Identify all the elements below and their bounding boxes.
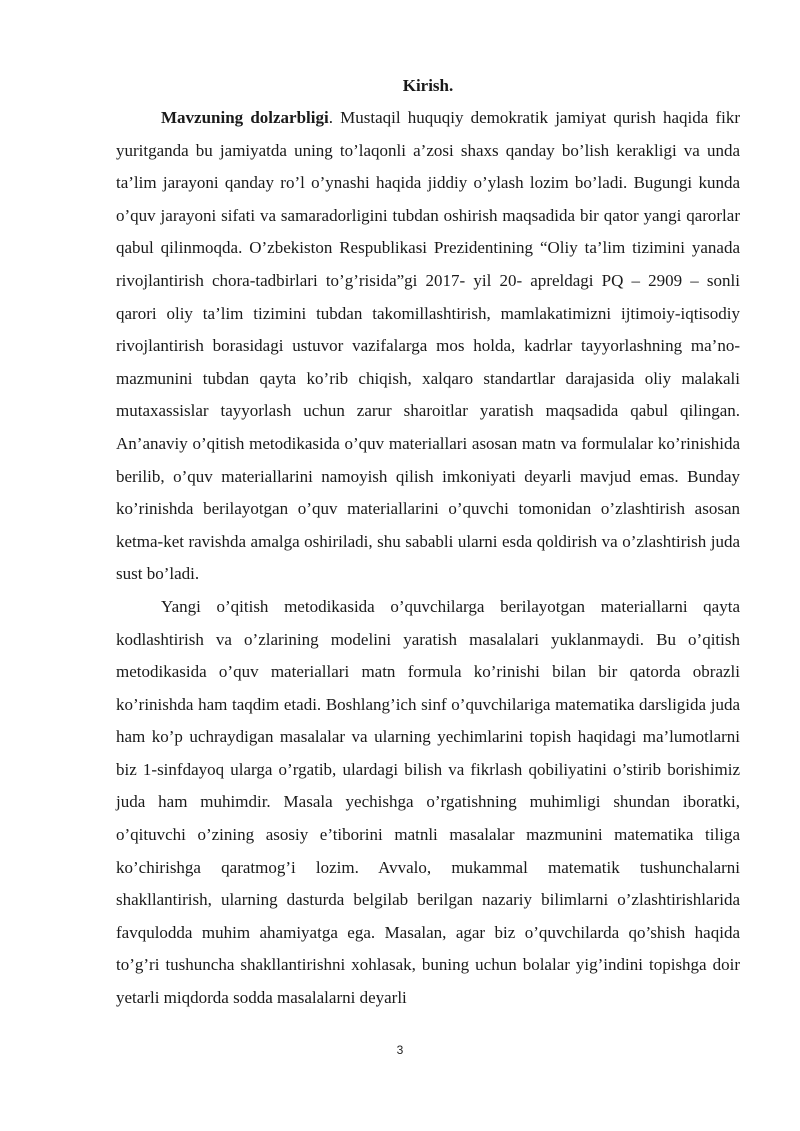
paragraph-2: Yangi o’qitish metodikasida o’quvchilarga berilayotgan materiallarni qayta kodlashtirish va o’zlarining modelini yaratish masalalari yuklanmaydi. Bu o’qitish metodikasida o’quv materiallari matn formula ko’rinishi bilan bir qatorda obrazli ko’rinishda ham taqdim etadi. Boshlang’ich sinf o’quvchilariga matematika darsligida juda ham ko’p uchraydigan masalalar va ularning yechimlarini topish haqidagi ma’lumotlarni biz 1-sinfdayoq ularga o’rgatib, ulardagi bilish va fikrlash qobiliyatini o’stirib borishimiz juda ham muhimdir. Masala yechishga o’rgatishning muhimligi shundan iboratki, o’qituvchi o’zining asosiy e’tiborini matnli masalalar mazmunini matematika tiliga ko’chirishga qaratmog’i lozim. Avvalo, mukammal matematik tushunchalarni shakllantirish, ularning dasturda belgilab berilgan nazariy bilimlarni o’zlashtirishlarida favqulodda muhim ahamiyatga ega. Masalan, agar biz o’quvchilarda qo’shish haqida to’g’ri tushuncha shakllantirishni xohlasak, buning uchun bolalar yig’indini topishga doir yetarli miqdorda sodda masalalarni deyarli — [116, 596, 740, 1008]
paragraph-1 — [116, 102, 740, 591]
page-number: 3 — [396, 1043, 404, 1057]
section-heading: Kirish. — [402, 76, 454, 95]
page-content — [116, 70, 740, 1015]
paragraph-text: . Mustaqil huquqiy demokratik jamiyat qurish haqida fikr yuritganda bu jamiyatda uning to’laqonli a’zosi shaxs qanday bo’lish kerakligi va unda ta’lim jarayoni qanday ro’l o’ynashi haqida jiddiy o’ylash lozim bo’ladi. Bugungi kunda o’quv jarayoni sifati va samaradorligini tubdan oshirish maqsadida bir qator yangi qarorlar qabul qilinmoqda. O’zbekiston Respublikasi Prezidentining “Oliy ta’lim tizimini yanada rivojlantirish chora-tadbirlari to’g’risida”gi 2017- yil 20- apreldagi PQ – 2909 – sonli qarori oliy ta’lim tizimini tubdan takomillashtirish, mamlakatimizni ijtimoiy-iqtisodiy rivojlantirish borasidagi ustuvor vazifalarga mos holda, kadrlar tayyorlashning ma’no-mazmunini tubdan qayta ko’rib chiqish, xalqaro standartlar darajasida oliy malakali mutaxassislar tayyorlash uchun zarur sharoitlar yaratish maqsadida qabul qilingan. An’anaviy o’qitish metodikasida o’quv materiallari asosan matn va formulalar ko’rinishida berilib, o’quv materiallarini namoyish qilish imkoniyati deyarli mavjud emas. Bunday ko’rinishda berilayotgan o’quv materiallarini o’quvchi tomonidan o’zlashtirish asosan ketma-ket ravishda amalga oshiriladi, shu sababli ularni esda qoldirish va o’zlashtirish juda sust bo’ladi. — [116, 108, 740, 584]
paragraph-lead: Mavzuning dolzarbligi — [161, 108, 329, 127]
